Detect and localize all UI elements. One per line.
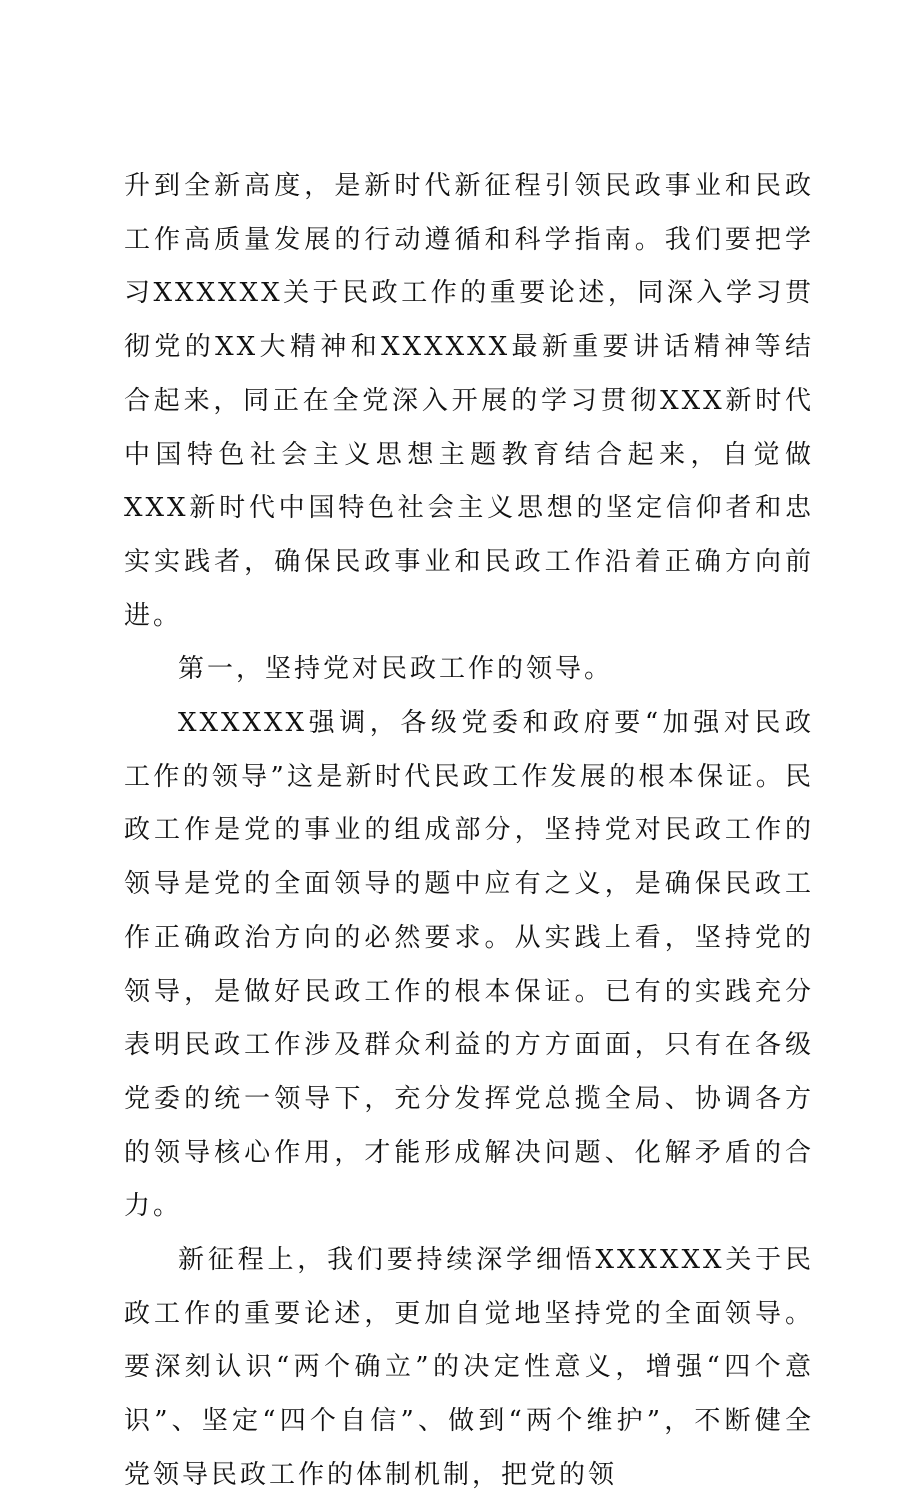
document-body <box>124 160 814 1503</box>
section-heading: 第一，坚持党对民政工作的领导。 <box>178 654 614 685</box>
paragraph-continuation: 升到全新高度，是新时代新征程引领民政事业和民政工作高质量发展的行动遵循和科学指南。我们要把学习XXXXXX关于民政工作的重要论述，同深入学习贯彻党的XX大精神和XXXXXX最新重要讲话精神等结合起来，同正在全党深入开展的学习贯彻XXX新时代中国特色社会主义思想主题教育结合起来，自觉做XXX新时代中国特色社会主义思想的坚定信仰者和忠实实践者，确保民政事业和民政工作沿着正确方向前进。 <box>124 171 814 631</box>
paragraph: XXXXXX强调，各级党委和政府要“加强对民政工作的领导”这是新时代民政工作发展的根本保证。民政工作是党的事业的组成部分，坚持党对民政工作的领导是党的全面领导的题中应有之义，是确保民政工作正确政治方向的必然要求。从实践上看，坚持党的领导，是做好民政工作的根本保证。已有的实践充分表明民政工作涉及群众利益的方方面面，只有在各级党委的统一领导下，充分发挥党总揽全局、协调各方的领导核心作用，才能形成解决问题、化解矛盾的合力。 <box>124 708 814 1222</box>
paragraph: 新征程上，我们要持续深学细悟XXXXXX关于民政工作的重要论述，更加自觉地坚持党的全面领导。要深刻认识“两个确立”的决定性意义，增强“四个意识”、坚定“四个自信”、做到“两个维护”，不断健全党领导民政工作的体制机制，把党的领 <box>124 1245 814 1490</box>
